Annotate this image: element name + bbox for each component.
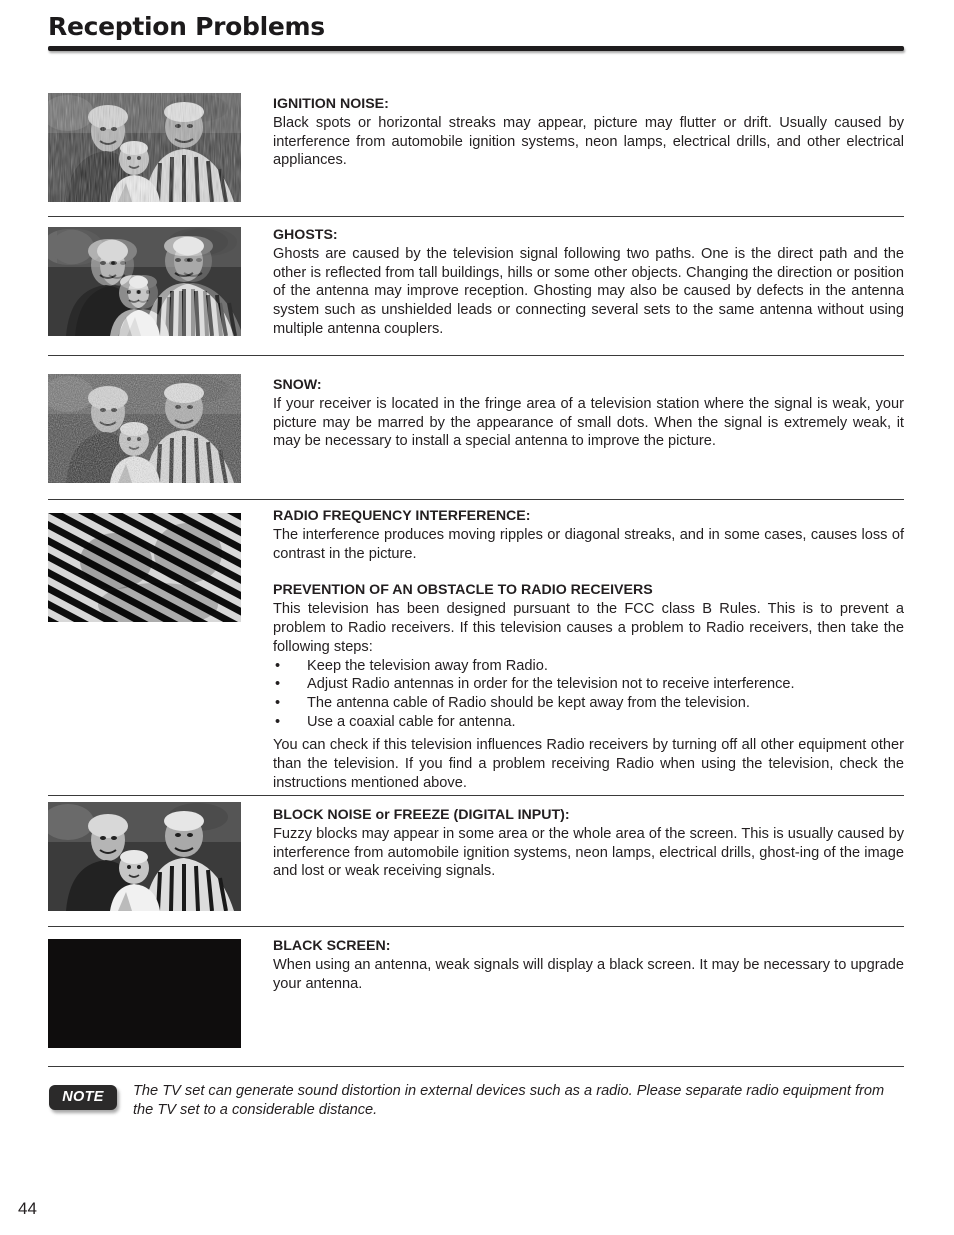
list-item: • Use a coaxial cable for antenna. <box>275 714 516 731</box>
section-heading: BLOCK NOISE or FREEZE (DIGITAL INPUT): <box>273 807 570 823</box>
section-heading: IGNITION NOISE: <box>273 96 389 112</box>
section-heading: BLACK SCREEN: <box>273 938 391 954</box>
section-body: Ghosts are caused by the television signal following two paths. One is the direct path and the other is reflected from tall buildings, hills or some other objects. Changing the direction or position of the antenna may improve reception. Ghosting may also be caused by defects in the antenna system such as unshielded leads or connecting several sets to the same antenna without using multiple antenna couplers. <box>273 245 904 337</box>
section-body: The interference produces moving ripples or diagonal streaks, and in some cases, causes loss of contrast in the picture. <box>273 526 904 562</box>
ignition-noise-section <box>273 95 904 170</box>
snow-section <box>273 376 904 451</box>
section-divider <box>48 499 904 500</box>
page-title: Reception Problems <box>48 12 325 41</box>
list-item: • Keep the television away from Radio. <box>275 657 548 674</box>
ghosts-image <box>48 227 241 336</box>
rf-interference-image <box>48 513 241 622</box>
section-heading: RADIO FREQUENCY INTERFERENCE: <box>273 508 531 524</box>
steps-list <box>273 657 904 733</box>
section-body: Fuzzy blocks may appear in some area or the whole area of the screen. This is usually caused by interference from automobile ignition systems, neon lamps, electrical drills, ghost-ing of the image and lost or weak receiving signals. <box>273 825 904 880</box>
bullet-glyph: • <box>275 714 281 731</box>
bullet-glyph: • <box>275 657 281 674</box>
bullet-glyph: • <box>275 676 281 693</box>
section-divider <box>48 355 904 356</box>
page-number: 44 <box>18 1199 37 1218</box>
block-noise-section <box>273 806 904 881</box>
section-body: If your receiver is located in the fringe area of a television station where the signal is weak, your picture may be marred by the appearance of small dots. When the signal is extremely weak, it may be necessary to install a special antenna to improve the picture. <box>273 395 904 450</box>
section-subheading: PREVENTION OF AN OBSTACLE TO RADIO RECEIVERS <box>273 582 653 599</box>
note-text: The TV set can generate sound distortion in external devices such as a radio. Please separate radio equipment from the TV set to a considerable distance. <box>133 1083 885 1118</box>
section-heading: GHOSTS: <box>273 227 338 243</box>
black-screen-image <box>48 939 241 1048</box>
section-divider <box>48 795 904 796</box>
bullet-glyph: • <box>275 695 281 712</box>
ignition-noise-image <box>48 93 241 202</box>
section-divider <box>48 216 904 217</box>
rf-interference-section <box>273 507 904 793</box>
snow-image <box>48 374 241 483</box>
block-noise-image <box>48 802 241 911</box>
list-item: • The antenna cable of Radio should be kept away from the television. <box>275 695 750 712</box>
note-badge: NOTE <box>49 1085 117 1110</box>
section-body: When using an antenna, weak signals will display a black screen. It may be necessary to upgrade your antenna. <box>273 956 904 992</box>
section-divider <box>48 1066 904 1067</box>
list-item: • Adjust Radio antennas in order for the television not to receive interference. <box>275 676 795 693</box>
ghosts-section <box>273 226 904 339</box>
section-closing: You can check if this television influences Radio receivers by turning off all other equipment other than the television. If you find a problem receiving Radio when using the television, check the instructions mentioned above. <box>273 737 904 791</box>
title-rule <box>48 46 904 51</box>
section-subbody: This television has been designed pursuant to the FCC class B Rules. This is to prevent a problem to Radio receivers. If this television causes a problem to Radio receivers, then take the following steps: <box>273 601 904 655</box>
section-heading: SNOW: <box>273 377 322 393</box>
section-body: Black spots or horizontal streaks may appear, picture may flutter or drift. Usually caused by interference from automobile ignition systems, neon lamps, electrical drills, and other electrical appliances. <box>273 114 904 169</box>
black-screen-section <box>273 937 904 993</box>
section-divider <box>48 926 904 927</box>
